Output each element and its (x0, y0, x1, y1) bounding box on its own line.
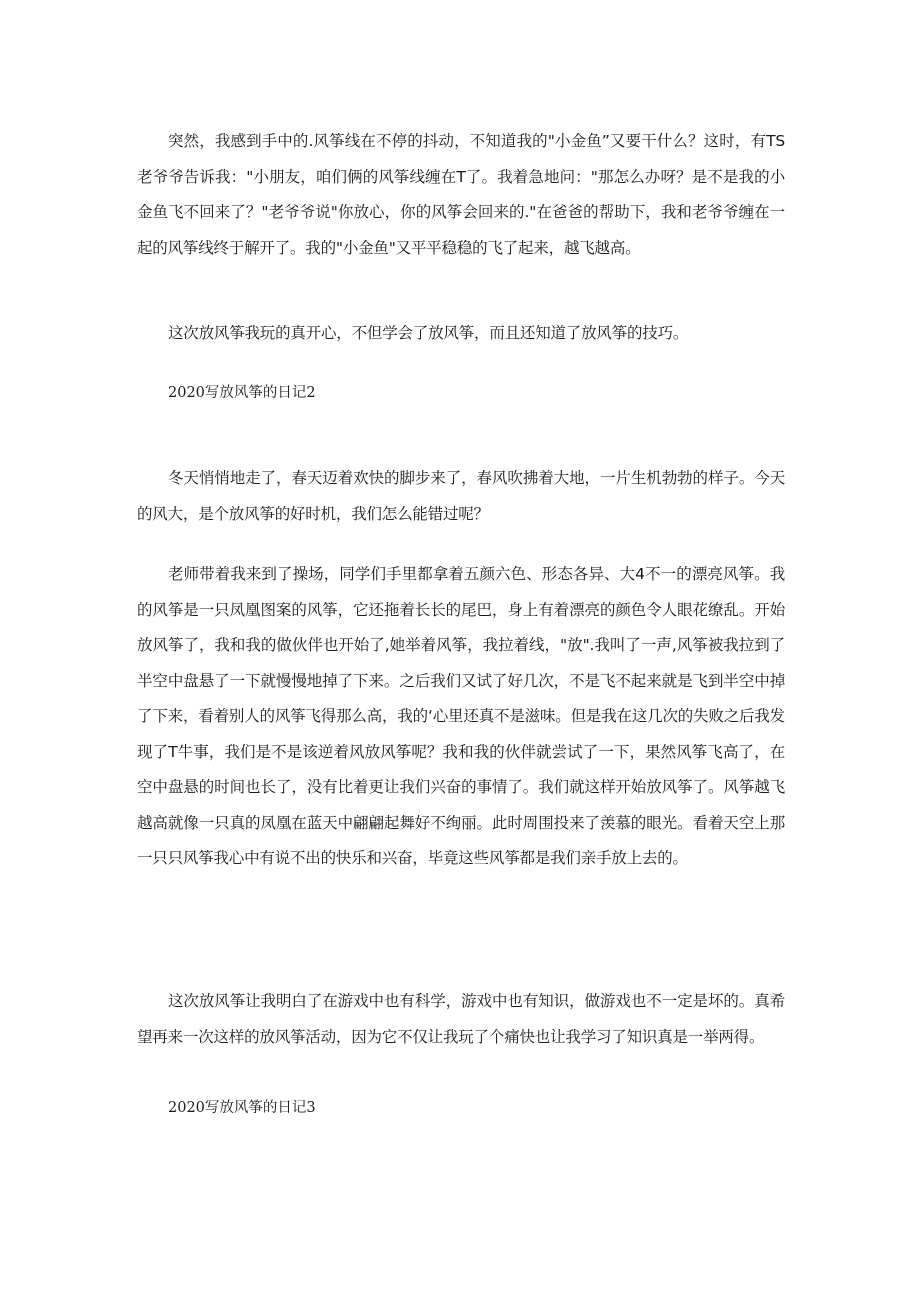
paragraph-phoenix-kite: 老师带着我来到了操场，同学们手里都拿着五颜六色、形态各异、大4不一的漂亮风筝。我的风筝是一只凤凰图案的风筝，它还拖着长长的尾巴，身上有着漂亮的颜色令人眼花缭乱。开始放风筝了，我和我的做伙伴也开始了,她举着风筝，我拉着线，"放".我叫了一声,风筝被我拉到了半空中盘悬了一下就慢慢地掉了下来。之后我们又试了好几次，不是飞不起来就是飞到半空中掉了下来，看着别人的风筝飞得那么高，我的‘心里还真不是滋味。但是我在这几次的失败之后我发现了T牛事，我们是不是该逆着风放风筝呢？我和我的伙伴就尝试了一下，果然风筝飞高了，在空中盘悬的时间也长了，没有比着更让我们兴奋的事情了。我们就这样开始放风筝了。风筝越飞越高就像一只真的凤凰在蓝天中翩翩起舞好不绚丽。此时周围投来了羡慕的眼光。看着天空上那一只只风筝我心中有说不出的快乐和兴奋，毕竟这些风筝都是我们亲手放上去的。 (137, 565, 785, 867)
paragraph-fun-summary: 这次放风筝我玩的真开心，不但学会了放风筝，而且还知道了放风筝的技巧。 (168, 324, 689, 342)
paragraph-kite-line-tangled: 突然，我感到手中的.风筝线在不停的抖动，不知道我的"小金鱼”又要干什么？这时，有TS老爷爷告诉我："小朋友，咱们俩的风筝线缠在T了。我着急地问："那怎么办呀？是不是我的小金鱼飞不回来了？"老爷爷说"你放心，你的风筝会回来的."在爸爸的帮助下，我和老爷爷缠在一起的风筝线终于解开了。我的"小金鱼"又平平稳稳的飞了起来，越飞越高。 (137, 132, 785, 257)
paragraph-lesson-learned: 这次放风筝让我明白了在游戏中也有科学，游戏中也有知识，做游戏也不一定是坏的。真希望再来一次这样的放风筝活动，因为它不仅让我玩了个痛快也让我学习了知识真是一举两得。 (137, 992, 785, 1046)
diary-heading-3: 2020写放风筝的日记3 (168, 1100, 316, 1116)
diary-heading-2: 2020写放风筝的日记2 (168, 385, 316, 401)
paragraph-spring-arrives: 冬天悄悄地走了，春天迈着欢快的脚步来了，春风吹拂着大地，一片生机勃勃的样子。今天的风大，是个放风筝的好时机，我们怎么能错过呢？ (137, 469, 785, 523)
